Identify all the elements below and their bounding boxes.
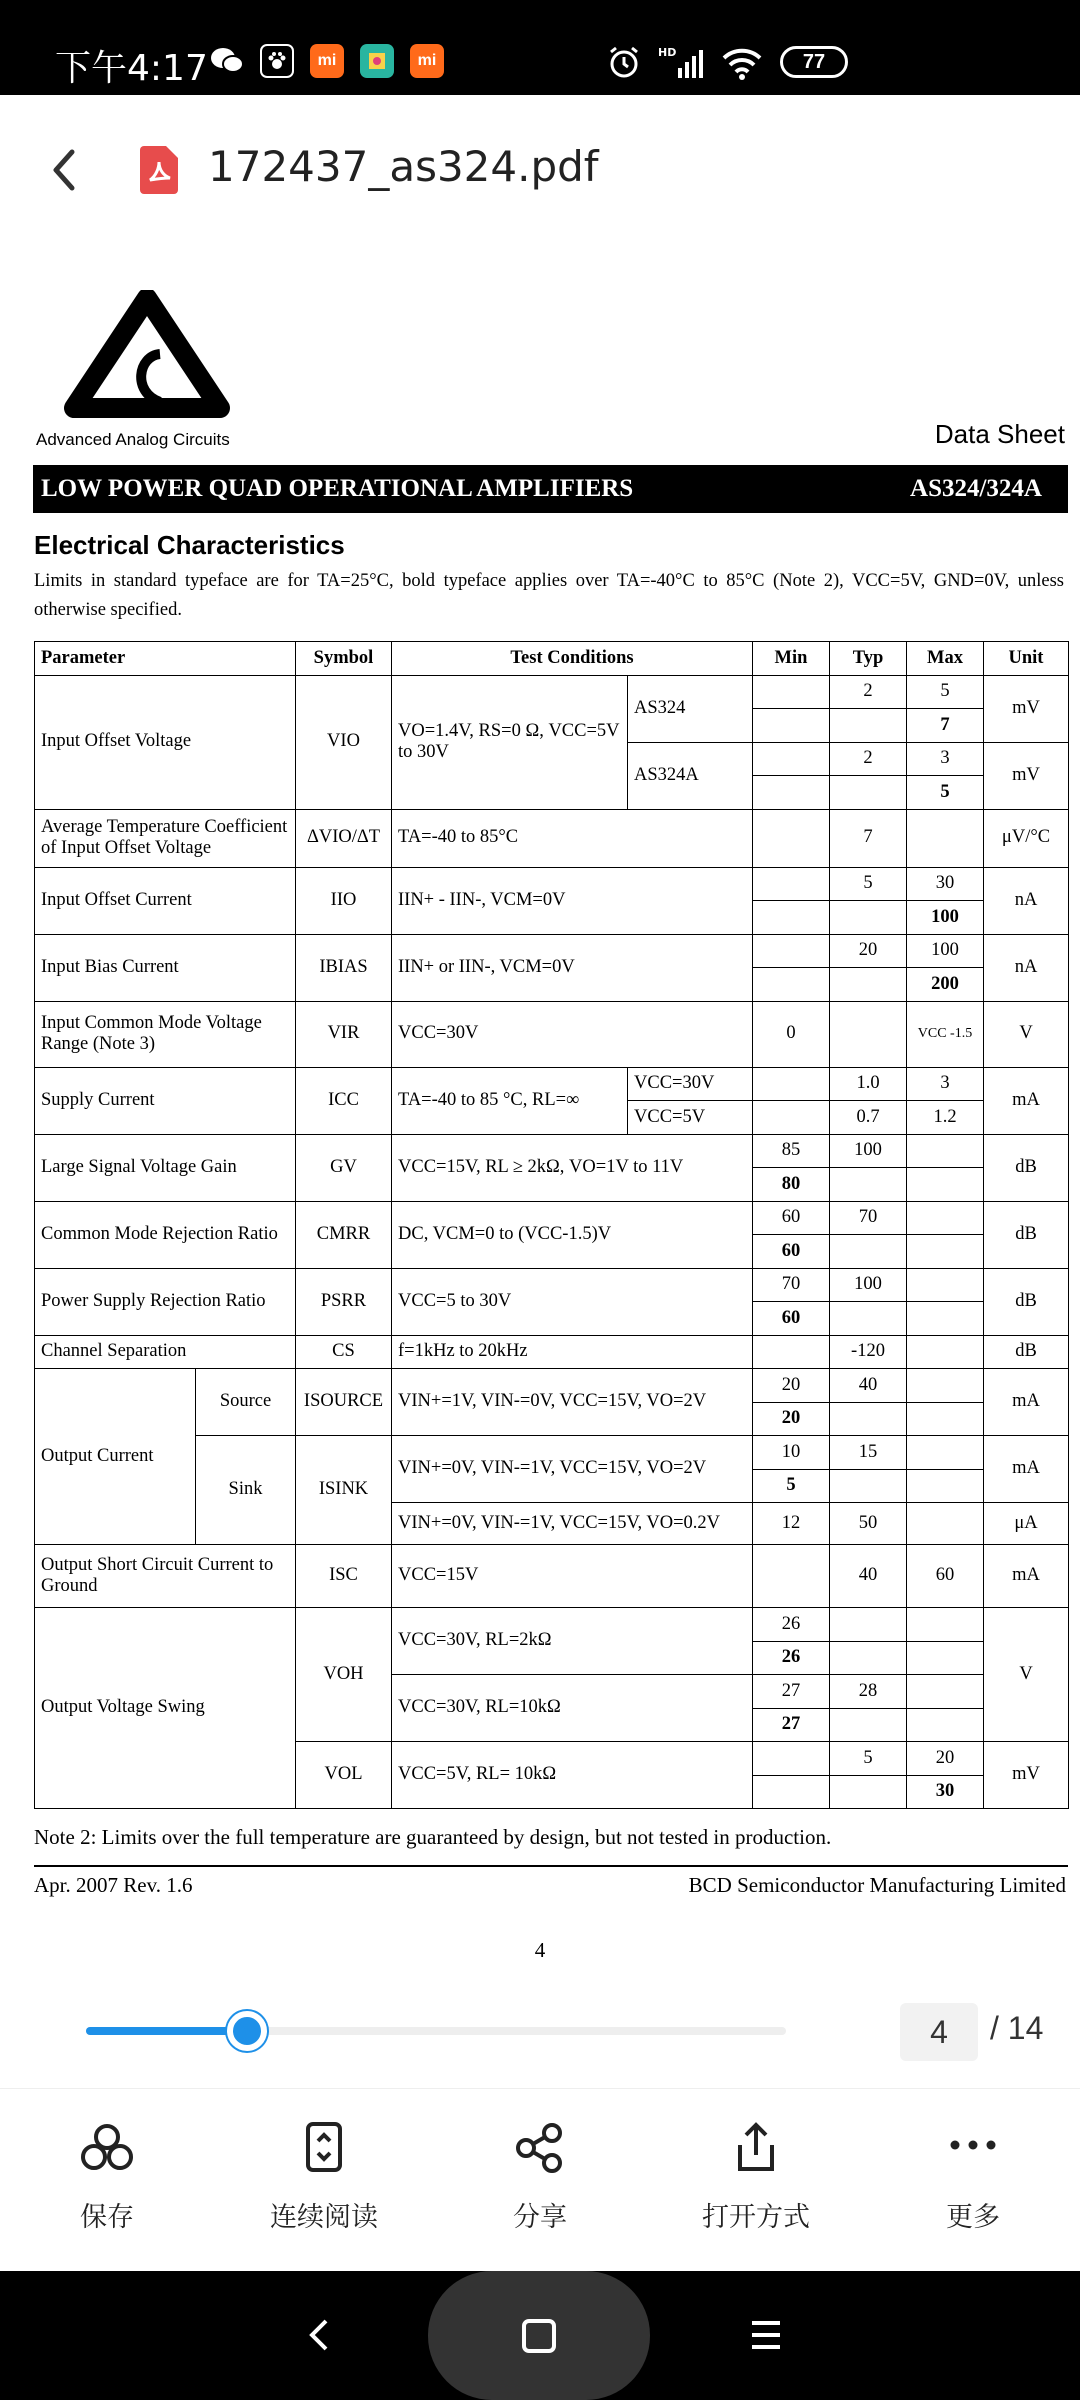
page-slider[interactable] [86,2027,786,2035]
notification-icons [210,44,444,78]
subparam-cell: Source [196,1369,296,1436]
param-cell: Input Offset Voltage [35,675,296,809]
open-with-button[interactable] [656,2121,856,2234]
table-row [35,675,1069,709]
typ-cell [830,1469,907,1503]
share-label: 分享 [513,2202,567,2233]
max-cell [907,1469,984,1503]
column-header: Symbol [296,642,392,676]
max-cell [907,1134,984,1168]
typ-cell [830,1001,907,1067]
min-cell: 10 [753,1436,830,1470]
max-cell [907,1201,984,1235]
condition-cell: VCC=5 to 30V [392,1268,753,1335]
unit-cell: mV [984,1742,1069,1809]
column-header: Test Conditions [392,642,753,676]
unit-cell: dB [984,1201,1069,1268]
symbol-cell: VOH [296,1608,392,1742]
open-with-icon [726,2121,786,2175]
signal-icon [658,44,704,80]
min-cell: 26 [753,1608,830,1642]
condition-subcell: VCC=5V [628,1101,753,1135]
unit-cell: dB [984,1134,1069,1201]
typ-cell [830,968,907,1002]
symbol-cell: GV [296,1134,392,1201]
typ-cell: 40 [830,1369,907,1403]
typ-cell: 1.0 [830,1067,907,1101]
symbol-cell: VIR [296,1001,392,1067]
symbol-cell: ΔVIO/ΔT [296,809,392,867]
column-header: Typ [830,642,907,676]
max-cell: 7 [907,709,984,743]
max-cell: 20 [907,1742,984,1776]
unit-cell: μV/°C [984,809,1069,867]
max-cell: 30 [907,867,984,901]
symbol-cell: IBIAS [296,934,392,1001]
condition-cell: VIN+=1V, VIN-=0V, VCC=15V, VO=2V [392,1369,753,1436]
symbol-cell: ISOURCE [296,1369,392,1436]
system-nav-bar [0,2271,1080,2400]
pdf-file-icon [138,146,180,194]
param-cell: Channel Separation [35,1335,296,1369]
unit-cell: mA [984,1067,1069,1134]
max-cell: 5 [907,675,984,709]
min-cell: 80 [753,1168,830,1202]
symbol-cell: CS [296,1335,392,1369]
unit-cell: nA [984,934,1069,1001]
typ-cell: 0.7 [830,1101,907,1135]
max-cell [907,1369,984,1403]
min-cell: 27 [753,1708,830,1742]
condition-cell: TA=-40 to 85°C [392,809,753,867]
footer-revision: Apr. 2007 Rev. 1.6 [34,1873,193,1897]
condition-cell: VIN+=0V, VIN-=1V, VCC=15V, VO=2V [392,1436,753,1503]
unit-cell: mV [984,675,1069,742]
note-2: Note 2: Limits over the full temperature are guaranteed by design, but not tested in production. [34,1825,832,1849]
bottom-toolbar [0,2088,1080,2271]
column-header: Unit [984,642,1069,676]
table-row [35,867,1069,901]
nav-back-icon[interactable] [300,2315,340,2355]
typ-cell [830,709,907,743]
param-cell: Power Supply Rejection Ratio [35,1268,296,1335]
typ-cell: 50 [830,1503,907,1545]
symbol-cell: PSRR [296,1268,392,1335]
unit-cell: mA [984,1545,1069,1608]
condition-subcell: AS324 [628,675,753,742]
condition-cell: f=1kHz to 20kHz [392,1335,753,1369]
max-cell: 200 [907,968,984,1002]
more-icon [943,2121,1003,2175]
max-cell [907,1168,984,1202]
battery-indicator: 77 [780,46,848,78]
condition-subcell: VCC=30V [628,1067,753,1101]
page-slider-handle[interactable] [227,2011,267,2051]
alarm-icon [606,44,642,80]
max-cell: VCC -1.5 [907,1001,984,1067]
min-cell: 27 [753,1675,830,1709]
game-icon [360,44,394,78]
max-cell: 5 [907,776,984,810]
table-row [35,1134,1069,1168]
param-cell: Output Voltage Swing [35,1608,296,1809]
aac-logo [62,290,232,430]
min-cell [753,675,830,709]
typ-cell: 20 [830,934,907,968]
banner-title: LOW POWER QUAD OPERATIONAL AMPLIFIERS [41,475,634,502]
typ-cell [830,1708,907,1742]
typ-cell: 40 [830,1545,907,1608]
min-cell [753,1545,830,1608]
min-cell: 60 [753,1235,830,1269]
table-row [35,1335,1069,1369]
open-with-label: 打开方式 [702,2202,810,2233]
subparam-cell: Sink [196,1436,296,1545]
unit-cell: dB [984,1268,1069,1335]
table-row [35,809,1069,867]
typ-cell [830,776,907,810]
condition-cell: TA=-40 to 85 °C, RL=∞ [392,1067,628,1134]
mi-icon: mi [310,44,344,78]
svg-text:HD: HD [658,46,677,59]
min-cell [753,709,830,743]
max-cell [907,1708,984,1742]
table-row [35,934,1069,968]
typ-cell [830,1302,907,1336]
param-cell: Input Common Mode Voltage Range (Note 3) [35,1001,296,1067]
max-cell: 3 [907,742,984,776]
max-cell [907,809,984,867]
continuous-reading-label: 连续阅读 [270,2202,378,2233]
continuous-reading-icon [294,2121,354,2175]
min-cell: 0 [753,1001,830,1067]
symbol-cell: IIO [296,867,392,934]
status-bar [0,0,1080,95]
datasheet-label: Data Sheet [934,419,1065,449]
symbol-cell: ICC [296,1067,392,1134]
symbol-cell: VOL [296,1742,392,1809]
min-cell: 5 [753,1469,830,1503]
condition-cell: VIN+=0V, VIN-=1V, VCC=15V, VO=0.2V [392,1503,753,1545]
page-number: 4 [534,1938,546,1962]
max-cell: 1.2 [907,1101,984,1135]
max-cell [907,1503,984,1545]
unit-cell: mV [984,742,1069,809]
min-cell [753,901,830,935]
min-cell: 26 [753,1641,830,1675]
param-cell: Input Bias Current [35,934,296,1001]
min-cell [753,1742,830,1776]
min-cell: 60 [753,1302,830,1336]
min-cell: 20 [753,1402,830,1436]
condition-cell: VCC=15V, RL ≥ 2kΩ, VO=1V to 11V [392,1134,753,1201]
param-cell: Large Signal Voltage Gain [35,1134,296,1201]
min-cell [753,1067,830,1101]
table-row [35,1545,1069,1608]
min-cell [753,1335,830,1369]
section-title: Electrical Characteristics [34,530,345,560]
min-cell: 70 [753,1268,830,1302]
condition-cell: VCC=5V, RL= 10kΩ [392,1742,753,1809]
condition-subcell: AS324A [628,742,753,809]
max-cell [907,1235,984,1269]
param-cell: Average Temperature Coefficient of Input Offset Voltage [35,809,296,867]
max-cell [907,1268,984,1302]
typ-cell: 7 [830,809,907,867]
typ-cell [830,1235,907,1269]
param-cell: Common Mode Rejection Ratio [35,1201,296,1268]
typ-cell: 5 [830,867,907,901]
typ-cell: 5 [830,1742,907,1776]
system-icons [606,44,848,80]
param-cell: Supply Current [35,1067,296,1134]
max-cell [907,1675,984,1709]
min-cell: 12 [753,1503,830,1545]
unit-cell: dB [984,1335,1069,1369]
table-row [35,1201,1069,1235]
max-cell [907,1402,984,1436]
symbol-cell: CMRR [296,1201,392,1268]
nav-menu-icon[interactable] [746,2315,786,2355]
page-slider-fill [86,2027,247,2035]
total-pages: / 14 [990,2010,1044,2046]
condition-cell: VCC=30V [392,1001,753,1067]
table-header-row [35,642,1069,676]
min-cell [753,742,830,776]
condition-cell: DC, VCM=0 to (VCC-1.5)V [392,1201,753,1268]
max-cell [907,1641,984,1675]
typ-cell: -120 [830,1335,907,1369]
max-cell: 100 [907,934,984,968]
table-row [35,1268,1069,1302]
min-cell [753,934,830,968]
save-label: 保存 [80,2202,134,2233]
max-cell: 3 [907,1067,984,1101]
condition-cell: VCC=15V [392,1545,753,1608]
typ-cell: 2 [830,675,907,709]
banner-part-number: AS324/324A [910,475,1042,502]
nav-home-button[interactable] [428,2271,650,2400]
param-cell: Input Offset Current [35,867,296,934]
condition-cell: VO=1.4V, RS=0 Ω, VCC=5V to 30V [392,675,628,809]
footer-company: BCD Semiconductor Manufacturing Limited [688,1873,1066,1897]
typ-cell: 70 [830,1201,907,1235]
table-row [35,1067,1069,1101]
condition-cell: IIN+ - IIN-, VCM=0V [392,867,753,934]
home-square-icon [520,2317,558,2355]
min-cell: 85 [753,1134,830,1168]
typ-cell [830,1775,907,1809]
column-header: Min [753,642,830,676]
typ-cell: 100 [830,1134,907,1168]
unit-cell: nA [984,867,1069,934]
back-arrow-icon[interactable] [44,140,84,200]
unit-cell: V [984,1608,1069,1742]
unit-cell: mA [984,1369,1069,1436]
max-cell [907,1302,984,1336]
max-cell: 100 [907,901,984,935]
pdf-page [0,245,1080,1965]
param-cell: Output Short Circuit Current to Ground [35,1545,296,1608]
max-cell: 60 [907,1545,984,1608]
typ-cell: 28 [830,1675,907,1709]
condition-cell: VCC=30V, RL=10kΩ [392,1675,753,1742]
column-header: Parameter [35,642,296,676]
mi-icon: mi [410,44,444,78]
wechat-icon [210,44,244,78]
continuous-reading-button[interactable] [224,2121,424,2234]
footer-divider [34,1865,1068,1867]
column-header: Max [907,642,984,676]
more-button[interactable] [873,2121,1073,2234]
electrical-characteristics-table [34,641,1069,1809]
typ-cell: 2 [830,742,907,776]
paw-icon [260,44,294,78]
symbol-cell: VIO [296,675,392,809]
typ-cell: 15 [830,1436,907,1470]
file-title: 172437_as324.pdf [208,142,599,191]
symbol-cell: ISC [296,1545,392,1608]
more-label: 更多 [946,2202,1000,2233]
unit-cell: V [984,1001,1069,1067]
title-banner [33,465,1068,513]
max-cell: 30 [907,1775,984,1809]
min-cell [753,968,830,1002]
max-cell [907,1436,984,1470]
wifi-icon [720,44,764,80]
save-button[interactable] [7,2121,207,2234]
min-cell [753,776,830,810]
table-row [35,1608,1069,1642]
condition-cell: VCC=30V, RL=2kΩ [392,1608,753,1675]
min-cell: 60 [753,1201,830,1235]
min-cell [753,1101,830,1135]
table-row [35,1369,1069,1403]
status-time: 下午4:17 [55,48,208,89]
max-cell [907,1608,984,1642]
share-icon [510,2121,570,2175]
table-row [35,1001,1069,1067]
min-cell: 20 [753,1369,830,1403]
min-cell [753,1775,830,1809]
limits-text: Limits in standard typeface are for TA=25°C, bold typeface applies over TA=-40°C to 85°C (Note 2), VCC=5V, GND=0V, unless otherwise specified. [34,571,1064,620]
max-cell [907,1335,984,1369]
typ-cell [830,1168,907,1202]
condition-cell: IIN+ or IIN-, VCM=0V [392,934,753,1001]
unit-cell: μA [984,1503,1069,1545]
typ-cell: 100 [830,1268,907,1302]
typ-cell [830,1402,907,1436]
unit-cell: mA [984,1436,1069,1503]
current-page-input[interactable]: 4 [900,2003,978,2061]
share-button[interactable] [440,2121,640,2234]
symbol-cell: ISINK [296,1436,392,1545]
typ-cell [830,1641,907,1675]
param-cell: Output Current [35,1369,196,1545]
typ-cell [830,1608,907,1642]
logo-text: Advanced Analog Circuits [36,430,230,449]
typ-cell [830,901,907,935]
save-icon [77,2121,137,2175]
min-cell [753,867,830,901]
min-cell [753,809,830,867]
